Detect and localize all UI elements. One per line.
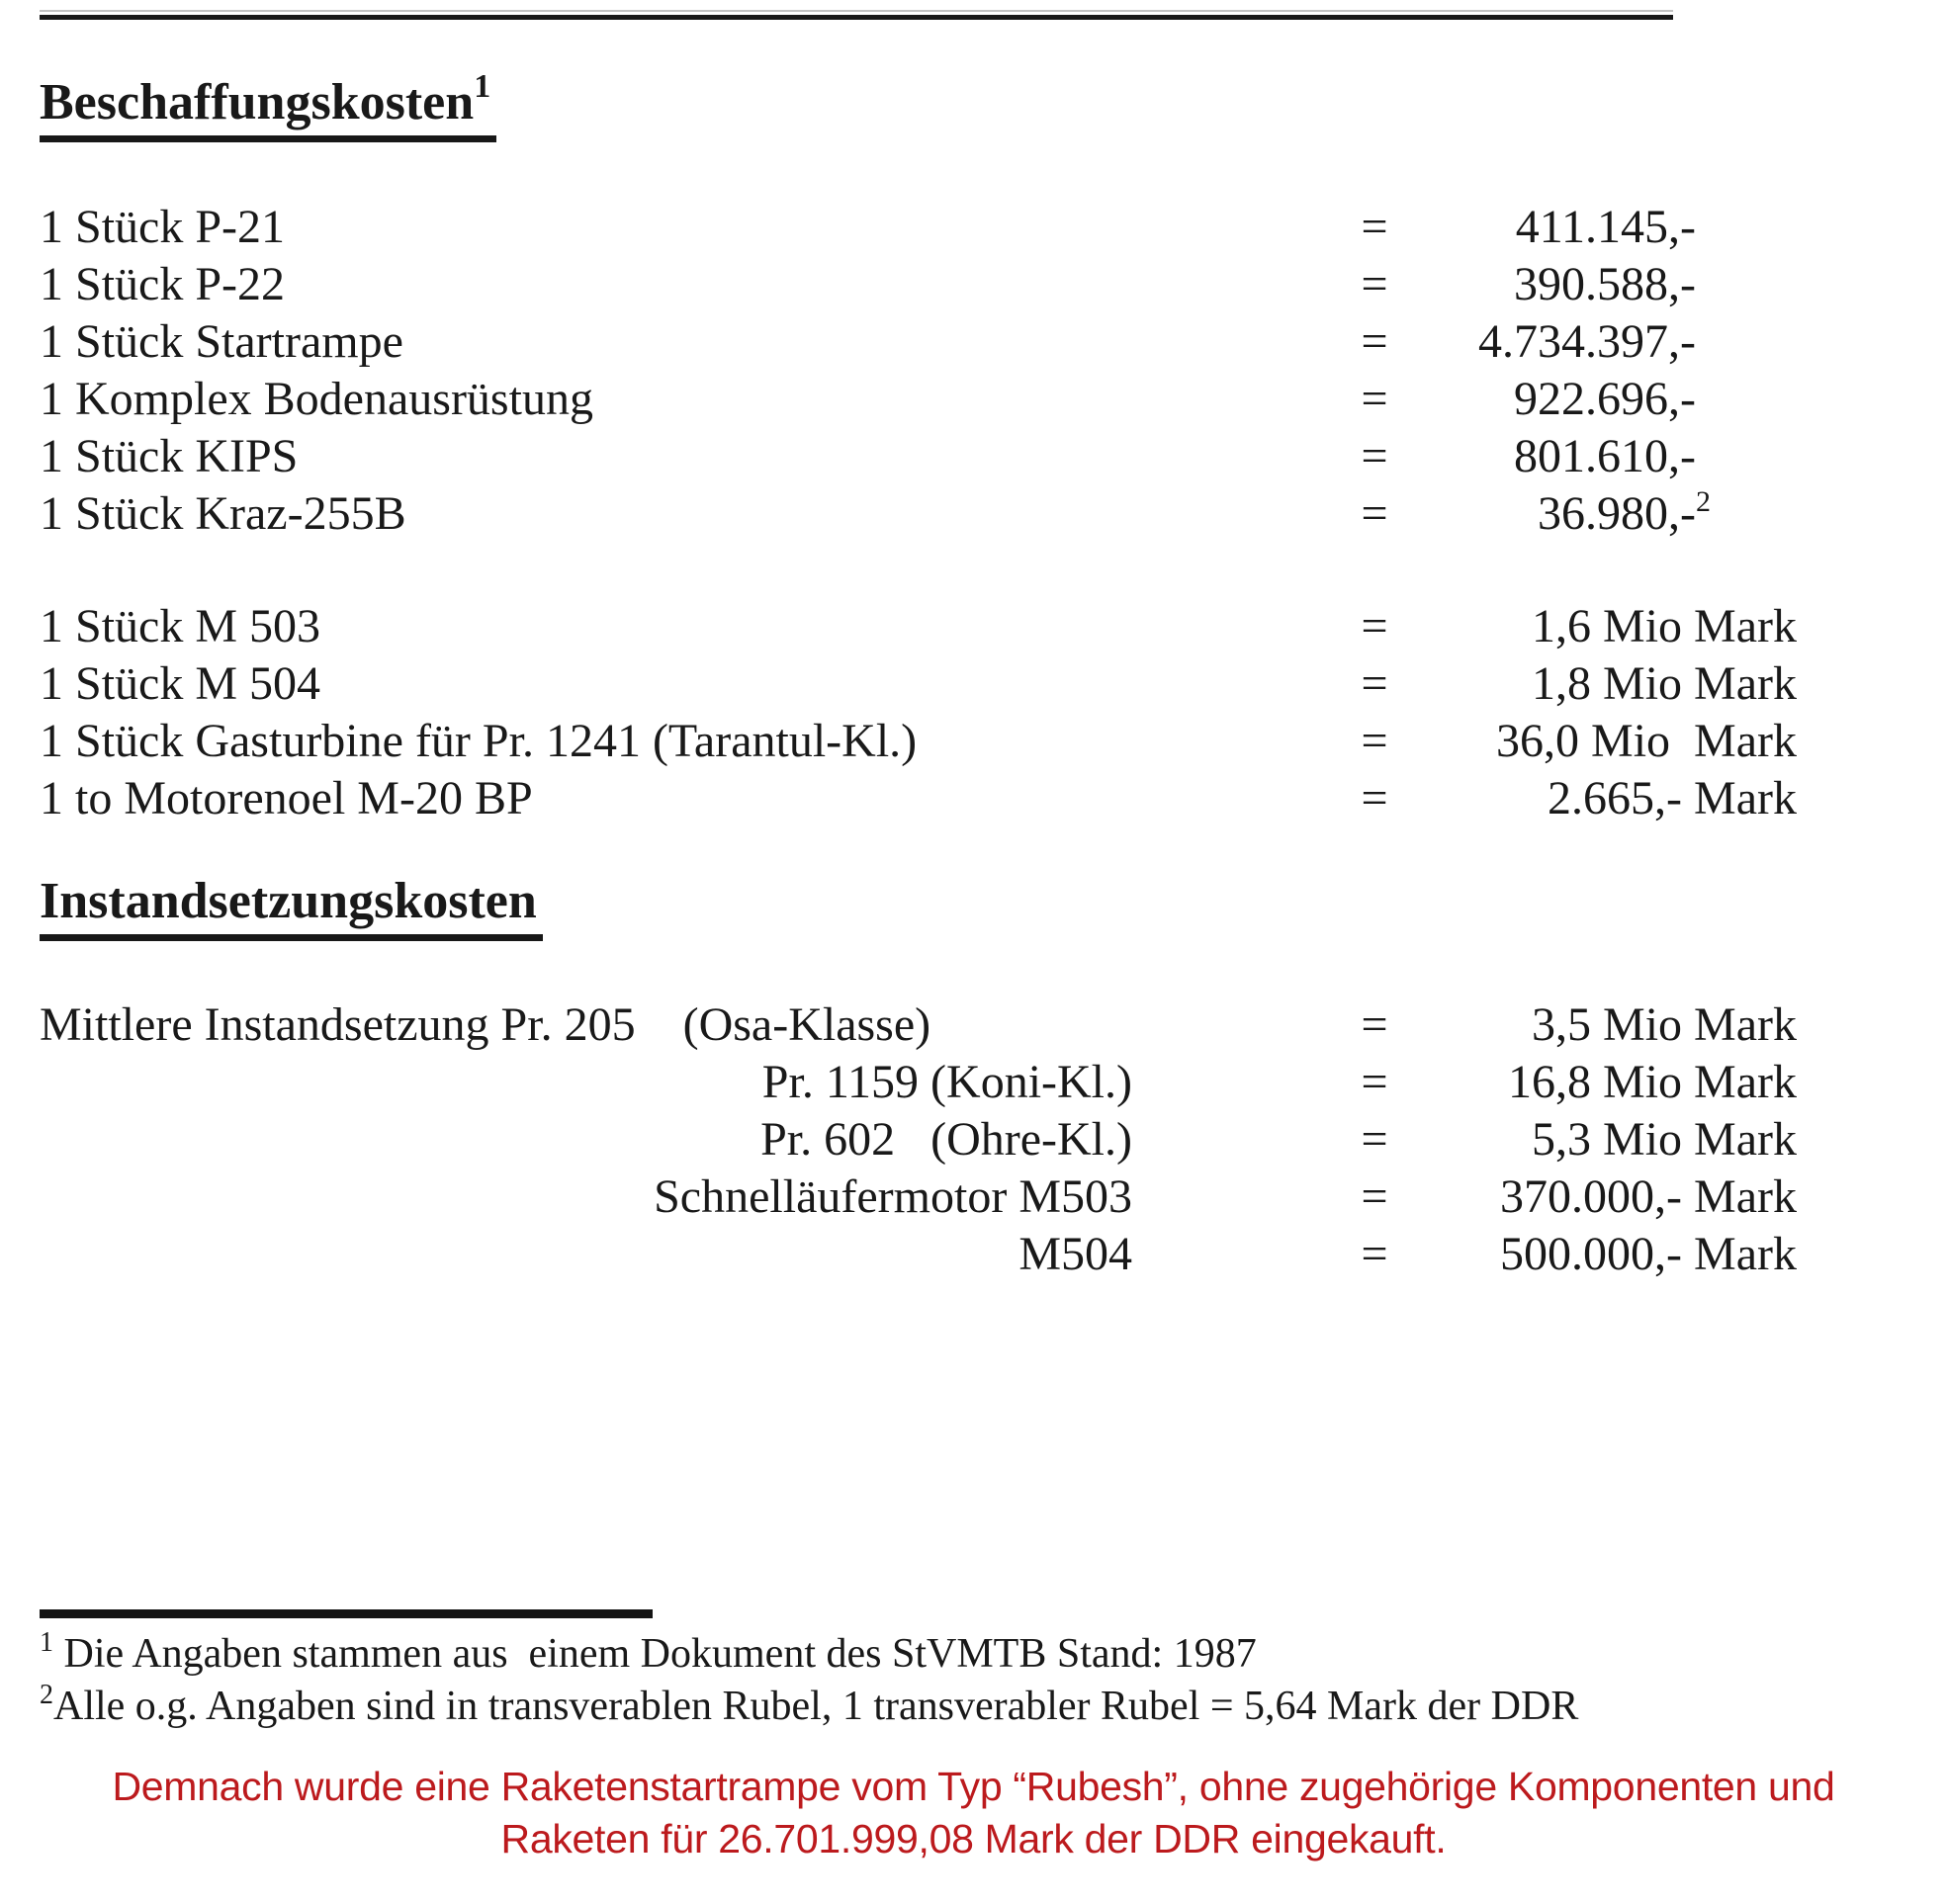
equals-sign: = <box>1361 373 1388 425</box>
equals-sign: = <box>1361 1170 1388 1223</box>
procurement-cost-table-mark <box>40 598 1797 827</box>
table-row <box>40 713 1797 770</box>
footnote-marker-1: 1 <box>40 1627 53 1658</box>
item-value: 5,3 Mio Mark <box>1532 1113 1797 1166</box>
table-row <box>40 485 1797 543</box>
heading-underlined <box>40 871 543 941</box>
item-label: 1 Stück KIPS <box>40 430 299 482</box>
item-value: 36.980,-$^2$ <box>1538 485 1711 540</box>
table-row <box>40 598 1797 655</box>
equals-sign: = <box>1361 998 1388 1051</box>
equals-sign: = <box>1361 715 1388 767</box>
procurement-cost-table <box>40 199 1797 543</box>
equals-sign: = <box>1361 201 1388 253</box>
item-label: M504 <box>1018 1228 1132 1280</box>
footnote-1 <box>40 1628 1797 1681</box>
table-row <box>40 1111 1797 1168</box>
heading-text: Beschaffungskosten <box>40 74 475 130</box>
footnote-2 <box>40 1681 1797 1733</box>
item-label: Mittlere Instandsetzung Pr. 205 (Osa-Klasse) <box>40 998 931 1051</box>
top-horizontal-rule <box>40 15 1673 20</box>
footnote-text: Die Angaben stammen aus einem Dokument des StVMTB Stand: 1987 <box>53 1631 1257 1677</box>
item-label: Pr. 1159 (Koni-Kl.) <box>761 1056 1132 1108</box>
equals-sign: = <box>1361 487 1388 540</box>
equals-sign: = <box>1361 772 1388 824</box>
table-row <box>40 428 1797 485</box>
table-row <box>40 770 1797 827</box>
item-value: 4.734.397,- <box>1478 315 1696 368</box>
table-row <box>40 371 1797 428</box>
footnotes <box>40 1628 1797 1733</box>
item-value-text: 36.980,- <box>1538 487 1696 540</box>
item-value: 370.000,- Mark <box>1500 1170 1797 1223</box>
table-row <box>40 199 1797 256</box>
item-value: 500.000,- Mark <box>1500 1228 1797 1280</box>
red-conclusion-note <box>40 1761 1907 1865</box>
item-value: 411.145,- <box>1515 201 1696 253</box>
footnote-ref-1: 1 <box>474 68 491 105</box>
equals-sign: = <box>1361 600 1388 652</box>
item-value: 922.696,- <box>1514 373 1696 425</box>
table-row <box>40 313 1797 371</box>
item-value: 3,5 Mio Mark <box>1532 998 1797 1051</box>
item-value: 1,8 Mio Mark <box>1532 657 1797 710</box>
table-row <box>40 1054 1797 1111</box>
section-heading-beschaffungskosten <box>40 68 1797 142</box>
item-value: 390.588,- <box>1514 258 1696 310</box>
footnote-marker-2: 2 <box>40 1680 53 1710</box>
item-label: 1 Stück Startrampe <box>40 315 403 368</box>
equals-sign: = <box>1361 430 1388 482</box>
heading-text: Instandsetzungskosten <box>40 873 537 929</box>
equals-sign: = <box>1361 1113 1388 1166</box>
item-value: 16,8 Mio Mark <box>1508 1056 1797 1108</box>
table-row <box>40 256 1797 313</box>
item-label: 1 Stück P-22 <box>40 258 286 310</box>
repair-cost-table <box>40 996 1797 1283</box>
heading-underlined <box>40 68 496 142</box>
table-row <box>40 1168 1797 1226</box>
item-label: 1 Komplex Bodenausrüstung <box>40 373 593 425</box>
section-heading-instandsetzungskosten <box>40 871 1797 941</box>
item-label: 1 Stück M 503 <box>40 600 321 652</box>
item-value: 1,6 Mio Mark <box>1532 600 1797 652</box>
item-label: Pr. 602 (Ohre-Kl.) <box>760 1113 1132 1166</box>
item-label: 1 Stück P-21 <box>40 201 286 253</box>
equals-sign: = <box>1361 657 1388 710</box>
equals-sign: = <box>1361 258 1388 310</box>
table-row <box>40 1226 1797 1283</box>
table-row <box>40 996 1797 1054</box>
item-value: 801.610,- <box>1514 430 1696 482</box>
equals-sign: = <box>1361 1056 1388 1108</box>
equals-sign: = <box>1361 315 1388 368</box>
item-value: 2.665,- Mark <box>1548 772 1797 824</box>
equals-sign: = <box>1361 1228 1388 1280</box>
item-label: 1 to Motorenoel M-20 BP <box>40 772 533 824</box>
conclusion-line-2: Raketen für 26.701.999,08 Mark der DDR eingekauft. <box>500 1816 1447 1861</box>
footnote-separator-rule <box>40 1609 653 1618</box>
item-label: 1 Stück Gasturbine für Pr. 1241 (Tarantul-Kl.) <box>40 715 918 767</box>
item-value: 36,0 Mio Mark <box>1496 715 1797 767</box>
item-label: Schnelläufermotor M503 <box>654 1170 1132 1223</box>
conclusion-line-1: Demnach wurde eine Raketenstartrampe vom Typ “Rubesh”, ohne zugehörige Komponenten und <box>112 1764 1835 1809</box>
item-label: 1 Stück M 504 <box>40 657 321 710</box>
item-label: 1 Stück Kraz-255B <box>40 487 406 540</box>
footnote-text: Alle o.g. Angaben sind in transverablen Rubel, 1 transverabler Rubel = 5,64 Mark der DDR <box>53 1684 1579 1729</box>
table-row <box>40 655 1797 713</box>
